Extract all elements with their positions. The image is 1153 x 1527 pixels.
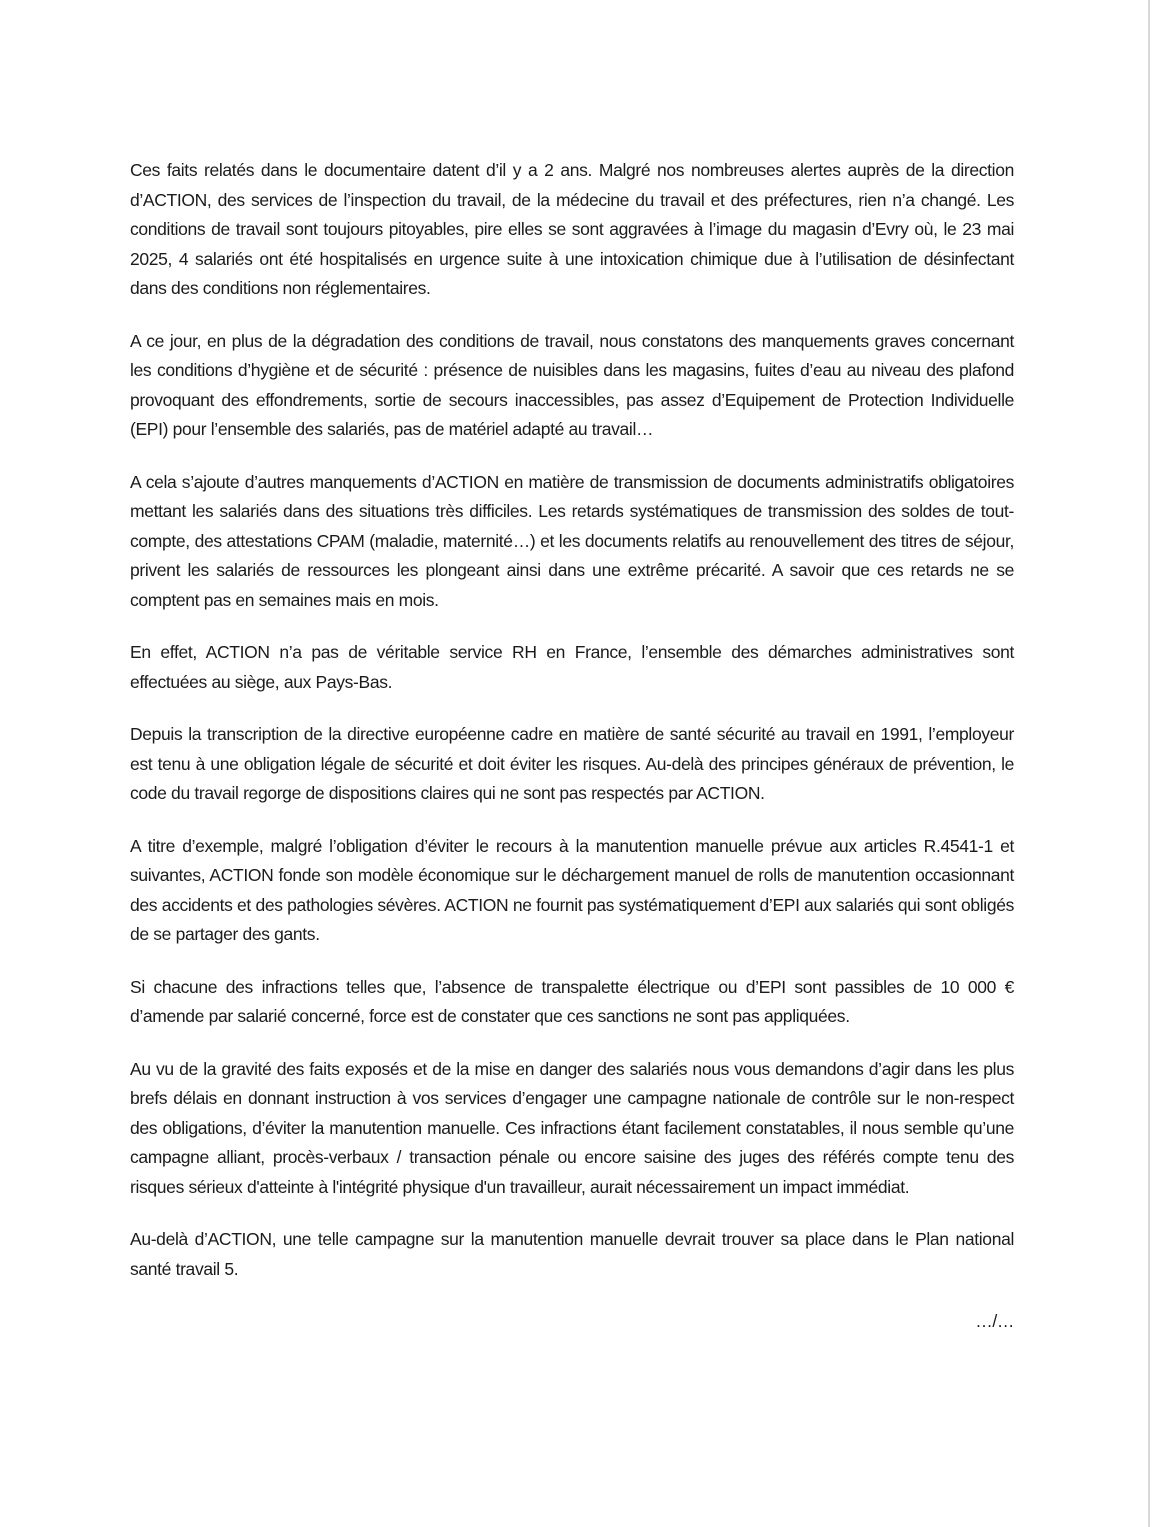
page-continuation-mark: …/… bbox=[975, 1311, 1014, 1331]
paragraph-fines-not-applied: Si chacune des infractions telles que, l’absence de transpalette électrique ou d’EPI sont passibles de 10 000 € d’amende par salarié concerné, force est de constater que ces sanctions ne sont pas appliquées. bbox=[130, 976, 1014, 1026]
paragraph-administrative-documents: A cela s’ajoute d’autres manquements d’ACTION en matière de transmission de documents administratifs obligatoires mettant les salariés dans des situations très difficiles. Les retards systématiques de transmission des soldes de tout-compte, des attestations CPAM (maladie, maternité…) et les documents relatifs au renouvellement des titres de séjour, privent les salariés de ressources les plongeant ainsi dans une extrême précarité. A savoir que ces retards ne se comptent pas en semaines mais en mois. bbox=[130, 471, 1014, 610]
paragraph-hygiene-safety-breaches: A ce jour, en plus de la dégradation des conditions de travail, nous constatons des manquements graves concernant les conditions d’hygiène et de sécurité : présence de nuisibles dans les magasins, fuites d’eau au niveau des plafond provoquant des effondrements, sortie de secours inaccessibles, pas assez d’Equipement de Protection Individuelle (EPI) pour l’ensemble des salariés, pas de matériel adapté au travail… bbox=[130, 330, 1014, 439]
letter-body bbox=[130, 156, 1014, 1337]
paragraph-no-hr-service: En effet, ACTION n’a pas de véritable service RH en France, l’ensemble des démarches administratives sont effectuées au siège, aux Pays-Bas. bbox=[130, 642, 1014, 692]
paragraph-request-for-action: Au vu de la gravité des faits exposés et de la mise en danger des salariés nous vous demandons d’agir dans les plus brefs délais en donnant instruction à vos services d’engager une campagne nationale de contrôle sur le non-respect des obligations, d’éviter la manutention manuelle. Ces infractions étant facilement constatables, il nous semble qu’une campagne alliant, procès-verbaux / transaction pénale ou encore saisine des juges des référés compte tenu des risques sérieux d'atteinte à l'intégrité physique d'un travailleur, aurait nécessairement un impact immédiat. bbox=[130, 1058, 1014, 1197]
paragraph-manual-handling-example: A titre d’exemple, malgré l’obligation d’éviter le recours à la manutention manuelle prévue aux articles R.4541-1 et suivantes, ACTION fonde son modèle économique sur le déchargement manuel de rolls de manutention occasionnant des accidents et des pathologies sévères. ACTION ne fournit pas systématiquement d’EPI aux salariés qui sont obligés de se partager des gants. bbox=[130, 835, 1014, 944]
paragraph-european-directive: Depuis la transcription de la directive européenne cadre en matière de santé sécurité au travail en 1991, l’employeur est tenu à une obligation légale de sécurité et doit éviter les risques. Au-delà des principes généraux de prévention, le code du travail regorge de dispositions claires qui ne sont pas respectés par ACTION. bbox=[130, 724, 1014, 803]
page-right-edge-line bbox=[1148, 0, 1150, 1527]
paragraph-national-health-plan: Au-delà d’ACTION, une telle campagne sur la manutention manuelle devrait trouver sa place dans le Plan national santé travail 5. bbox=[130, 1229, 1014, 1279]
paragraph-documentary-facts: Ces faits relatés dans le documentaire datent d’il y a 2 ans. Malgré nos nombreuses alertes auprès de la direction d’ACTION, des services de l’inspection du travail, de la médecine du travail et des préfectures, rien n’a changé. Les conditions de travail sont toujours pitoyables, pire elles se sont aggravées à l’image du magasin d’Evry où, le 23 mai 2025, 4 salariés ont été hospitalisés en urgence suite à une intoxication chimique due à l’utilisation de désinfectant dans des conditions non réglementaires. bbox=[130, 160, 1014, 298]
